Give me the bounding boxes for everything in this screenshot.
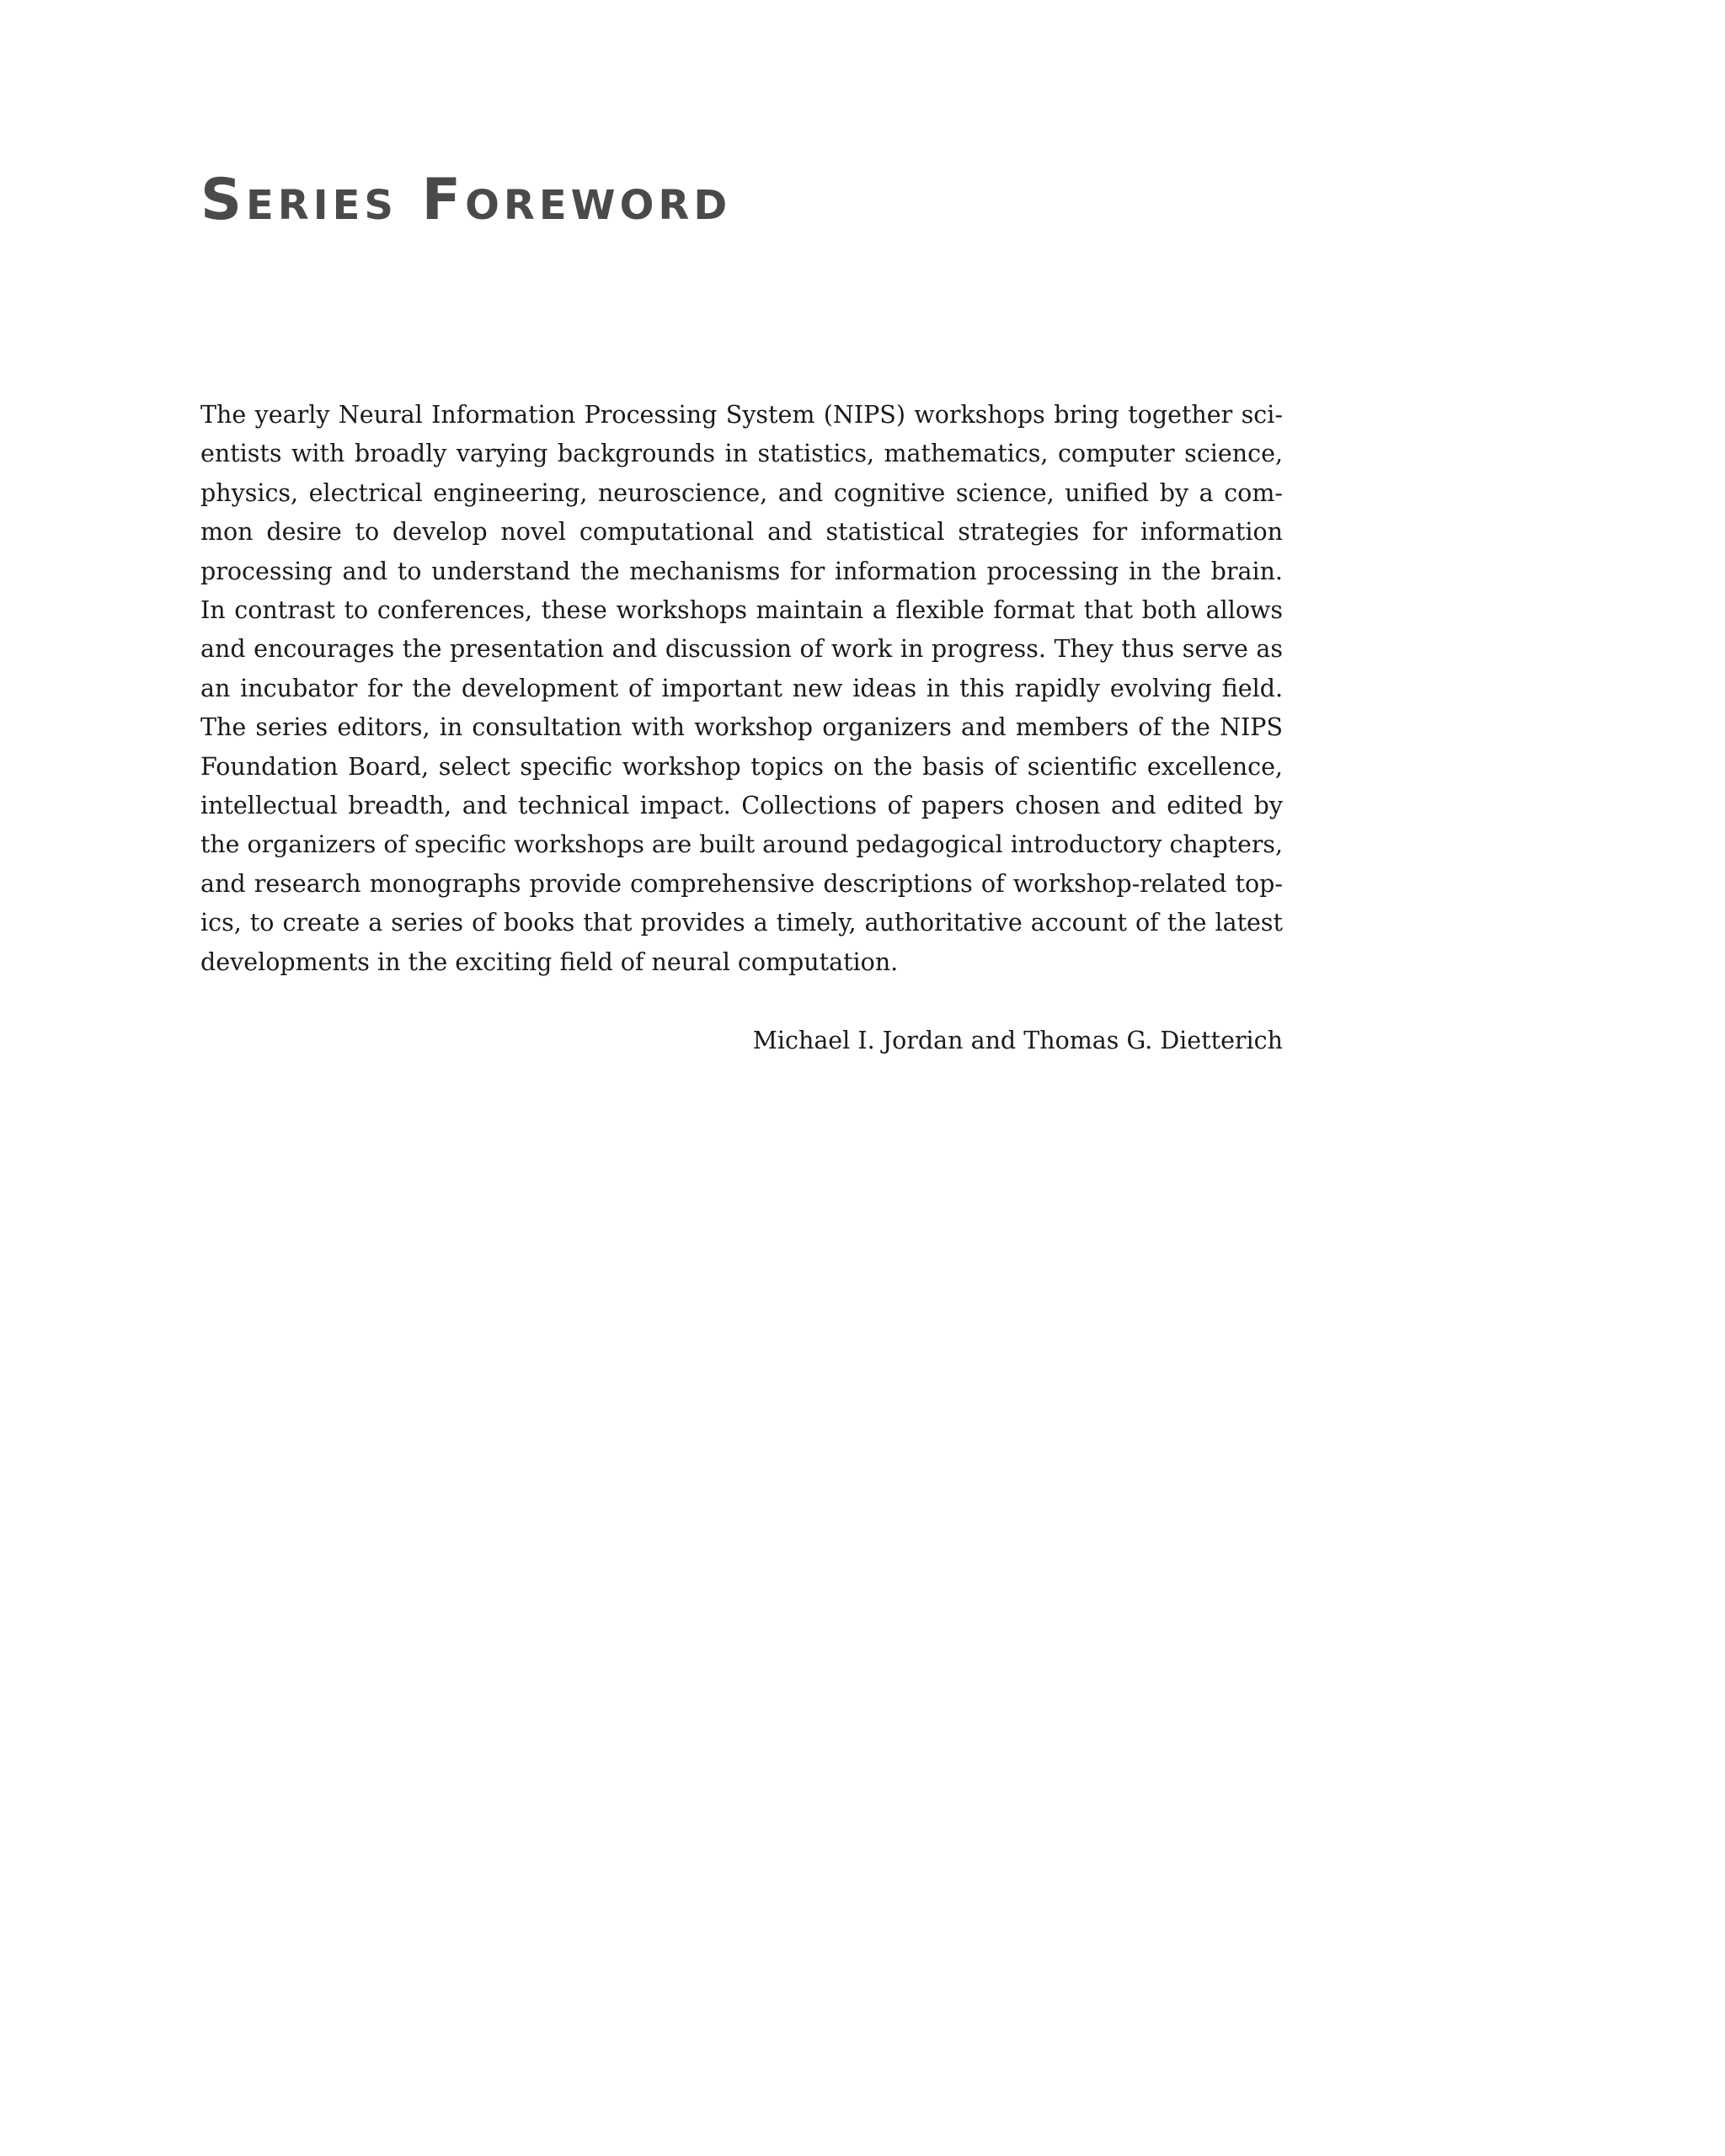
paragraph-line: an incubator for the development of important new ideas in this rapidly evolving field.	[200, 674, 1283, 702]
paragraph-line: and research monographs provide comprehensive descriptions of workshop-related top-	[200, 869, 1283, 898]
paragraph-line: The series editors, in consultation with workshop organizers and members of the NIPS	[200, 713, 1283, 742]
paragraph-line: entists with broadly varying backgrounds in statistics, mathematics, computer science,	[200, 440, 1283, 468]
foreword-paragraph	[200, 396, 1283, 982]
paragraph-line: and encourages the presentation and discussion of work in progress. They thus serve as	[200, 635, 1283, 664]
paragraph-line: The yearly Neural Information Processing System (NIPS) workshops bring together sci-	[200, 401, 1283, 429]
paragraph-line: developments in the exciting field of neural computation.	[200, 947, 899, 976]
chapter-heading: Series Foreword	[200, 167, 732, 233]
paragraph-line: In contrast to conferences, these workshops maintain a flexible format that both allows	[200, 596, 1283, 625]
foreword-signature: Michael I. Jordan and Thomas G. Dietterich	[752, 1027, 1283, 1054]
paragraph-line: physics, electrical engineering, neuroscience, and cognitive science, unified by a com-	[200, 478, 1283, 507]
paragraph-line: mon desire to develop novel computational and statistical strategies for information	[200, 518, 1283, 547]
paragraph-line: ics, to create a series of books that provides a timely, authoritative account of the latest	[200, 909, 1283, 937]
paragraph-line: intellectual breadth, and technical impact. Collections of papers chosen and edited by	[200, 792, 1283, 820]
paragraph-line: processing and to understand the mechanisms for information processing in the brain.	[200, 557, 1283, 585]
paragraph-line: the organizers of specific workshops are built around pedagogical introductory chapters,	[200, 830, 1283, 859]
paragraph-line: Foundation Board, select specific workshop topics on the basis of scientific excellence,	[200, 752, 1283, 781]
